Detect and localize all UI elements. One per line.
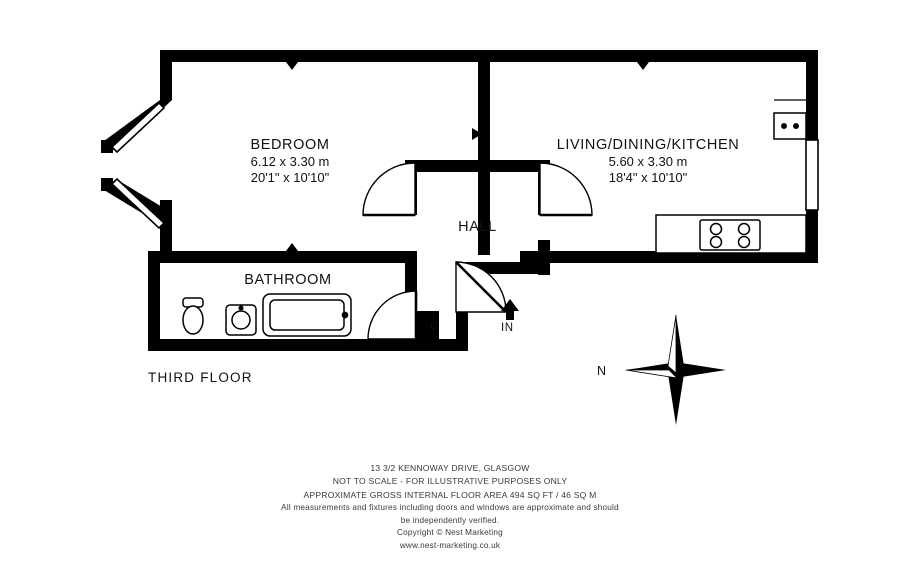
footer-scale-note: NOT TO SCALE - FOR ILLUSTRATIVE PURPOSES ONLY	[332, 476, 568, 487]
floor-label: THIRD FLOOR	[148, 370, 253, 385]
footer-area: APPROXIMATE GROSS INTERNAL FLOOR AREA 494 SQ FT / 46 SQ M	[303, 489, 597, 500]
footer-copyright: Copyright © Nest Marketing	[397, 528, 503, 538]
bathroom-fixtures	[183, 294, 351, 336]
footer-address: 13 3/2 KENNOWAY DRIVE, GLASGOW	[370, 463, 530, 473]
entrance-label: IN	[501, 322, 514, 334]
footer-disclaimer	[0, 462, 900, 553]
room-label-hall: HALL	[458, 219, 497, 235]
room-label-bedroom: BEDROOM 6.12 x 3.30 m 20'1" x 10'10"	[250, 137, 330, 186]
compass-north-label: N	[597, 364, 607, 378]
footer-measurement-note-1: All measurements and fixtures including doors and windows are approximate and should	[281, 502, 619, 512]
footer-website: www.nest-marketing.co.uk	[399, 541, 501, 551]
cupboard-label: C	[430, 320, 438, 332]
footer-measurement-note-2: be independently verified.	[400, 515, 500, 525]
compass-icon	[626, 315, 726, 425]
room-label-living-dining-kitchen: LIVING/DINING/KITCHEN 5.60 x 3.30 m 18'4" x 10'10"	[556, 137, 740, 186]
room-label-bathroom: BATHROOM	[244, 272, 332, 288]
